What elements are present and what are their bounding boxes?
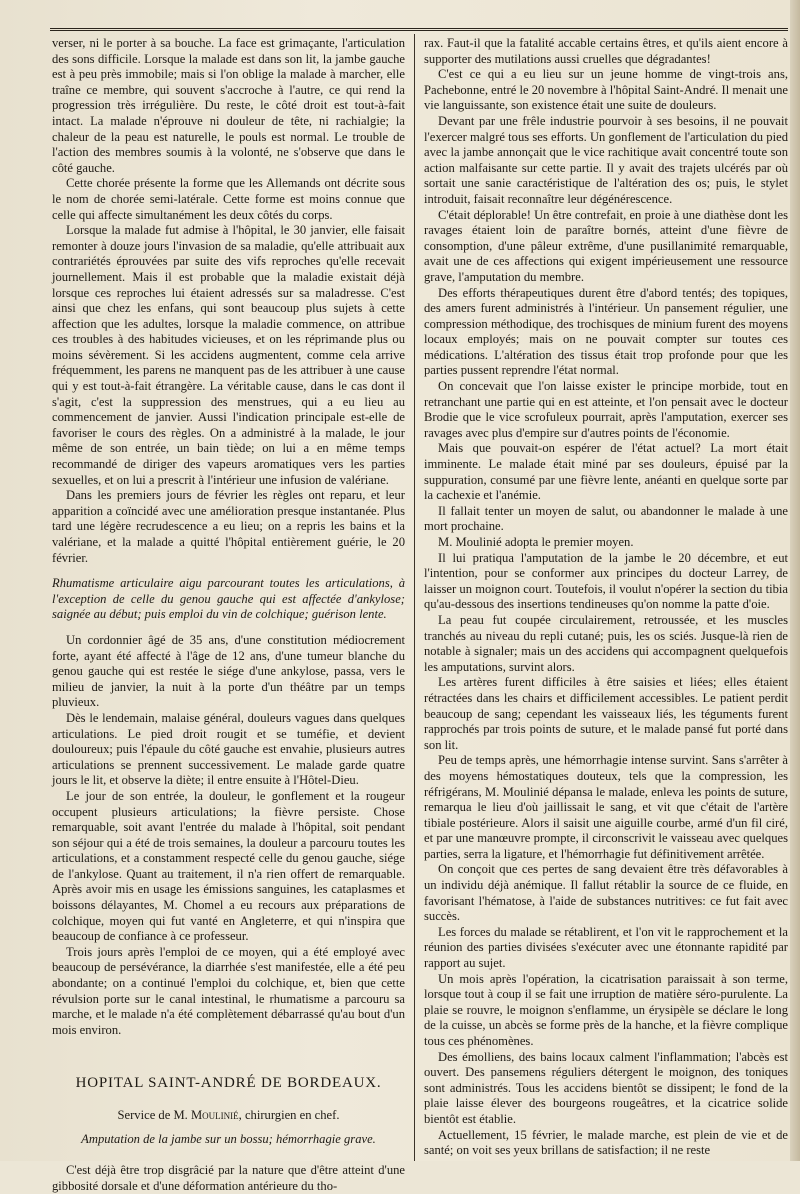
paragraph: Un mois après l'opération, la cicatrisation paraissait à son terme, lorsque tout à coup il se fait une irruption de matière séro-purulente. La plaie se rouvre, le moignon s'enflamme, un érysipèle se déclare le long de la cuisse, un abcès se forme près de la hanche, et la fièvre complique tous ces phénomènes.: [424, 971, 788, 1048]
paragraph: Trois jours après l'emploi de ce moyen, qui a été employé avec beaucoup de persévérance, la diarrhée s'est manifestée, elle a été peu abondante; on a continué l'emploi du colchique, et, bien que cette révulsion porte sur le canal intestinal, le rhumatisme a parcouru sa marche, et le malade n'a été complètement débarrassé qu'au bout d'un mois environ.: [52, 944, 405, 1037]
case-heading: Rhumatisme articulaire aigu parcourant toutes les articulations, à l'exception de celle du genou gauche qui est affectée d'ankylose; saignée au début; puis emploi du vin de colchique; guérison lente.: [52, 576, 405, 622]
paragraph: Mais que pouvait-on espérer de l'état actuel? La mort était imminente. Le malade était miné par ses douleurs, épuisé par la suppuration, consumé par une fièvre lente, anéanti en quelque sorte par la cachexie et l'anémie.: [424, 441, 788, 503]
paragraph: Des émolliens, des bains locaux calment l'inflammation; l'abcès est ouvert. Des pansemens réguliers détergent le moignon, des toniques sont administrés. Tous les accidens bientôt se dissipent; le fond de la plaie laisse élever des bourgeons rougeâtres, et la cicatrice solide bientôt est établie.: [424, 1049, 788, 1126]
left-column: [52, 36, 405, 1193]
paragraph: Devant par une frêle industrie pourvoir à ses besoins, il ne pouvait l'exercer malgré tous ses efforts. Un gonflement de l'articulation du pied avec la jambe annonçait que le vice rachitique avait concentré toute son action malfaisante sur cette partie. Il y avait des trajets ulcérés par où sortait une sanie caractéristique de l'altération des os; puis, le stylet introduit, faisait reconnaître leur dégénérescence.: [424, 113, 788, 206]
paragraph: Dans les premiers jours de février les règles ont reparu, et leur apparition a coïncidé avec une amélioration presque instantanée. Plus tard une légère recrudescence a eu lieu; on a repris les bains et la valériane, et la malade a quitté l'hôpital entièrement guérie, le 20 février.: [52, 488, 405, 565]
service-line: [52, 1108, 405, 1124]
page-edge-shadow: [790, 0, 800, 1161]
paragraph: On conçoit que ces pertes de sang devaient être très défavorables à un individu déjà anémique. Il fallut rétablir la source de ce fluide, en favorisant l'hématose, à l'aide de substances nutritives: ce fut fait avec succès.: [424, 862, 788, 924]
paragraph: On concevait que l'on laisse exister le principe morbide, tout en retranchant une partie qui en est atteinte, et l'on pensait avec le docteur Brodie que le vice scrofuleux pourrait, après l'amputation, exercer ses ravages avec plus d'empire sur d'autres points de l'économie.: [424, 379, 788, 440]
paragraph: Cette chorée présente la forme que les Allemands ont décrite sous le nom de chorée semi-latérale. Cette forme est moins connue que celle qui affecte simultanément les deux côtés du corps.: [52, 176, 405, 222]
paragraph: Il lui pratiqua l'amputation de la jambe le 20 décembre, et eut l'intention, pour se conformer aux principes du docteur Larrey, de laisser un moignon court. Toutefois, il voulut n'opérer la section du tibia qu'au-dessous des insertions tendineuses qu'on nomme la patte d'oie.: [424, 550, 788, 612]
paragraph: Dès le lendemain, malaise général, douleurs vagues dans quelques articulations. Le pied droit rougit et se tuméfie, et devient douloureux; puis l'épaule du côté gauche est envahie, plusieurs autres articulations se prennent successivement. Le malade garde quatre jours le lit, et observe la diète; il entre ensuite à l'Hôtel-Dieu.: [52, 710, 405, 788]
service-prefix: Service de M.: [117, 1108, 188, 1122]
paragraph: Les forces du malade se rétablirent, et l'on vit le rapprochement et la réunion des parties divisées s'exécuter avec une étonnante rapidité par rapport au sujet.: [424, 924, 788, 971]
paragraph: C'est déjà être trop disgrâcié par la nature que d'être atteint d'une gibbosité dorsale et d'une déformation antérieure du tho-: [52, 1163, 405, 1193]
paragraph: Il fallait tenter un moyen de salut, ou abandonner le malade à une mort prochaine.: [424, 503, 788, 534]
column-divider: [414, 34, 415, 1161]
amputation-heading: Amputation de la jambe sur un bossu; hémorrhagie grave.: [81, 1131, 376, 1146]
paragraph: C'était déplorable! Un être contrefait, en proie à une diathèse dont les ravages étaient loin de paraître bornés, atteint d'une fièvre de consomption, d'une pâleur extrême, d'une pusillanimité remarquable, avait une de ces affections qui exigent impérieusement une ressource grave, l'amputation du membre.: [424, 207, 788, 284]
paragraph: Actuellement, 15 février, le malade marche, est plein de vie et de santé; on voit ses yeux brillans de satisfaction; il ne reste: [424, 1127, 788, 1158]
paragraph: rax. Faut-il que la fatalité accable certains êtres, et qu'ils aient encore à supporter des mutilations aussi cruelles que dégradantes!: [424, 36, 788, 66]
surgeon-name: Moulinié: [190, 1108, 239, 1122]
paragraph: Les artères furent difficiles à être saisies et liées; elles étaient rétractées dans les chairs et difficilement accessibles. Le patient perdit beaucoup de sang; cependant les vaisseaux liés, les téguments furent rapprochés par trois points de suture, et le malade pansé fut porté dans son lit.: [424, 675, 788, 752]
paragraph: Des efforts thérapeutiques durent être d'abord tentés; des topiques, des amers furent administrés à l'intérieur. Un pansement régulier, une compression méthodique, des trochisques de minium furent des moyens locaux employés; mais on ne pouvait compter sur toutes ces médications. L'altération des tissus était trop profonde pour que les parties pussent reprendre l'état normal.: [424, 285, 788, 378]
paragraph: Le jour de son entrée, la douleur, le gonflement et la rougeur occupent plusieurs articulations; la fièvre persiste. Chose remarquable, soit avant l'entrée du malade à l'hôpital, soit pendant son séjour qui a été de trois semaines, la douleur a parcouru toutes les articulations, et a constamment respecté celle du genou gauche, siége de l'ankylose. Quant au traitement, il n'a rien offert de remarquable. Après avoir mis en usage les émissions sanguines, les cataplasmes et boissons délayantes, M. Chomel a eu recours aux préparations de colchique, moyen qui fut vanté en Angleterre, et qui n'inspira que beaucoup de confiance à ce professeur.: [52, 788, 405, 944]
paragraph: C'est ce qui a eu lieu sur un jeune homme de vingt-trois ans, Pachebonne, entré le 20 novembre à l'hôpital Saint-André. Il menait une vie languissante, son existence était une suite de douleurs.: [424, 67, 788, 113]
paragraph: Peu de temps après, une hémorrhagie intense survint. Sans s'arrêter à des moyens hémostatiques douteux, tels que la compression, les réfrigérans, M. Moulinié dépansa le malade, enleva les points de suture, remarqua le lieu d'où jaillissait le sang, et vit que c'était de l'artère tibiale postérieure. Alors il saisit une aiguille courbe, armé d'un fil ciré, et par une manœuvre prompte, il circonscrivit le vaisseau avec quelques parties, serra la ligature, et l'hémorrhagie fut définitivement arrêtée.: [424, 753, 788, 861]
paragraph: La peau fut coupée circulairement, retroussée, et les muscles tranchés au niveau du repli cutané; puis, les os sciés. Jusque-là rien de notable à signaler; mais un des accidens qui accompagnent quelquefois les amputations, survint alors.: [424, 612, 788, 674]
paragraph: Lorsque la malade fut admise à l'hôpital, le 30 janvier, elle faisait remonter à douze jours l'invasion de sa maladie, qu'elle attribuait aux contrariétés éprouvées par suite des vifs reproches qu'elle recevait journellement. Mais il est probable que la maladie existait déjà lorsque ces reproches lui étaient adressés sur sa maladresse. C'est ainsi que chez les enfans, qui sont beaucoup plus sujets à cette affection que les adultes, lorsque la maladie commence, on attribue ces troubles à des habitudes vicieuses, et on les réprimande plus ou moins sévèrement. Si les accidens augmentent, comme cela arrive fréquemment, les parens ne manquent pas de les attribuer à une cause qui y est tout-à-fait étrangère. La véritable cause, dans le cas dont il s'agit, c'est la suppression des menstrues, qui a eu lieu au commencement de janvier. Aussi l'indication principale est-elle de favoriser le cours des règles. On a administré à la malade, le jour même de son entrée, un bain tiède; on lui a en même temps recommandé de diriger des vapeurs aromatiques vers les parties sexuelles, et on lui a prescrit à l'intérieur une infusion de valériane.: [52, 223, 405, 487]
paragraph: M. Moulinié adopta le premier moyen.: [438, 535, 634, 549]
right-column: [424, 36, 788, 1158]
paragraph: Un cordonnier âgé de 35 ans, d'une constitution médiocrement forte, ayant été affecté à l'âge de 12 ans, d'une tumeur blanche du genou gauche qui est restée le siége d'une ankylose, passa, vers le milieu de janvier, la nuit à la porte d'un théâtre par un temps pluvieux.: [52, 632, 405, 710]
section-title: HOPITAL SAINT-ANDRÉ DE BORDEAUX.: [75, 1075, 382, 1092]
top-rule: [50, 28, 788, 31]
service-suffix: , chirurgien en chef.: [238, 1108, 340, 1122]
paragraph: verser, ni le porter à sa bouche. La face est grimaçante, l'articulation des sons difficile. Lorsque la malade est dans son lit, la jambe gauche est à peu près immobile; mais si l'on oblige la malade à marcher, elle traîne ce membre, qui souvent s'accroche à l'autre, ce qui rend la progression très irrégulière. Du reste, le côté droit est tout-à-fait intact. La malade n'éprouve ni douleur de tête, ni rachialgie; la chaleur de la peau est naturelle, le pouls est normal. Le trouble de l'action des membres soumis à la volonté, ne s'observe que dans le côté gauche.: [52, 36, 405, 175]
